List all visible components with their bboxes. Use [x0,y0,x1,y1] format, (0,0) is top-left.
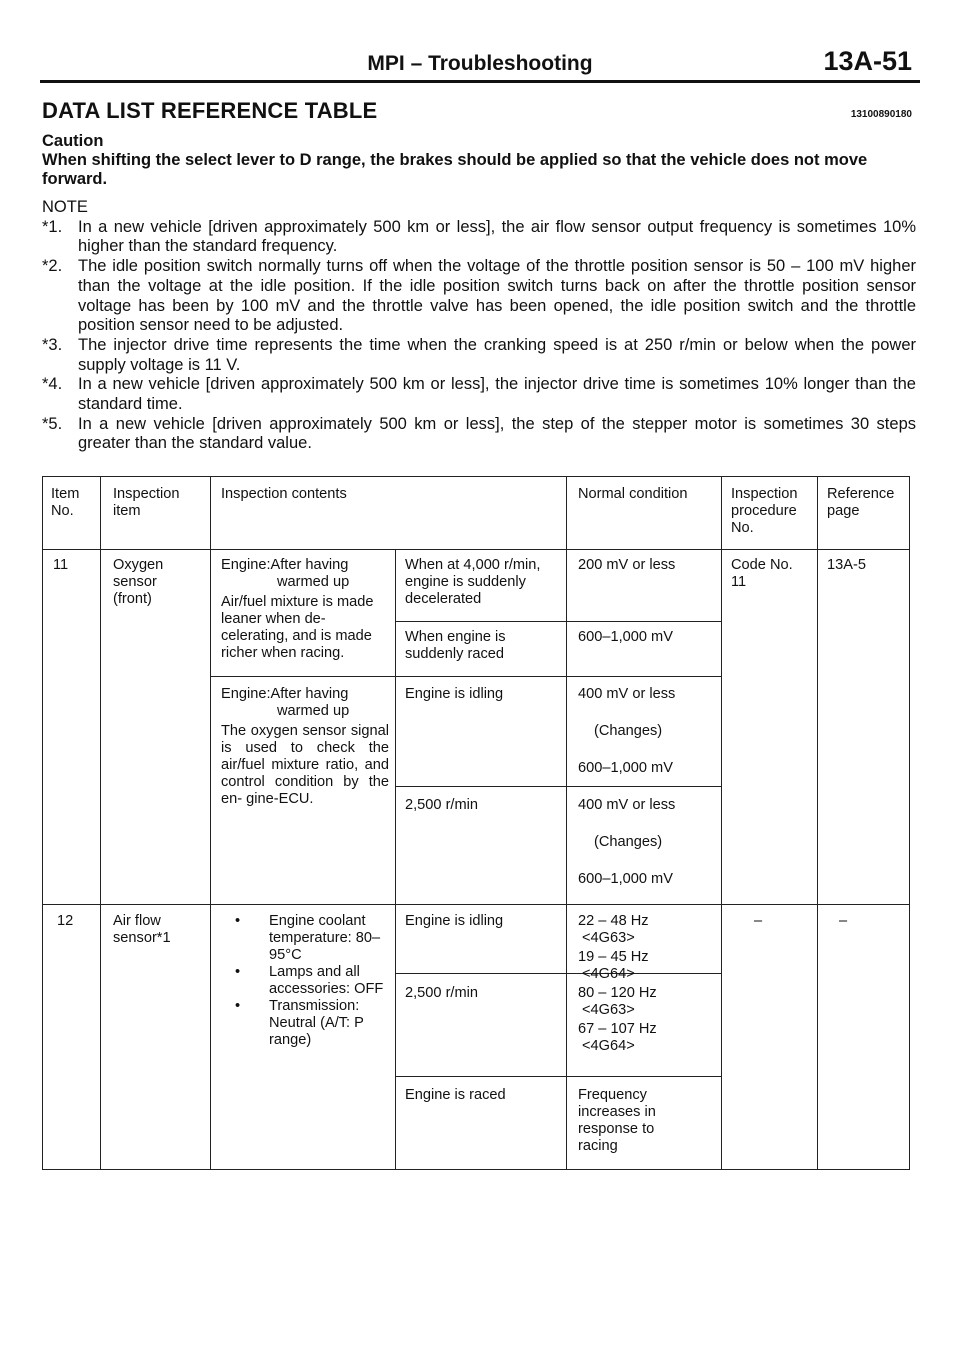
note-item [42,218,916,257]
note-item [42,415,916,454]
bullet-icon: • [235,998,241,1014]
table-row-divider [43,904,909,905]
bullet-icon: • [235,964,241,980]
value-line: <4G63> [582,1002,635,1018]
header-rule [40,80,920,83]
bullet-item [221,964,391,998]
table-column-divider [566,477,567,1169]
normal-value [578,985,718,1055]
header-normal-condition: Normal condition [578,486,688,502]
reference-page: 13A-5 [827,557,866,573]
reference-page: – [839,913,848,929]
contents-line: warmed up [277,703,350,719]
contents-line: Engine:After having [221,557,349,573]
bullet-text: Engine coolant temperature: 80–95°C [269,913,381,963]
caution-heading: Caution [42,132,104,150]
note-mark: *4. [42,375,63,394]
inspection-contents [221,686,389,808]
note-mark: *2. [42,257,63,276]
page-header-title: MPI – Troubleshooting [367,52,593,75]
item-line: (front) [113,591,152,607]
value-line: <4G64> [582,966,635,982]
value-line: 80 – 120 Hz [578,985,657,1001]
note-text: The injector drive time represents the time when the cranking speed is at 250 r/min or below when the power supply voltage is 11 V. [78,335,916,374]
header-item-no: Item No. [51,486,80,519]
item-line: Air flow [113,913,161,929]
inspection-contents [221,557,389,662]
bullet-text: Transmission: Neutral (A/T: P range) [269,998,364,1048]
table-header-divider [43,549,909,550]
condition: When engine is suddenly raced [405,629,506,662]
header-reference-page: Reference page [827,486,895,519]
item-line: Oxygen [113,557,164,573]
note-block [42,198,916,454]
procedure-line: Code No. [731,557,793,573]
table-column-divider [817,477,818,1169]
inspection-item [113,557,205,608]
table-column-divider [395,549,396,1169]
note-mark: *5. [42,414,63,433]
value-line: 19 – 45 Hz [578,949,649,965]
normal-value [578,686,718,777]
value-line: (Changes) [594,723,663,739]
condition: Engine is idling [405,913,504,929]
data-list-table [42,476,910,1170]
normal-value [578,913,718,983]
condition: When at 4,000 r/min, engine is suddenly decelerated [405,557,541,607]
note-heading: NOTE [42,198,88,216]
section-code: 13100890180 [850,109,912,120]
table-column-divider [100,477,101,1169]
table-subrow-divider [395,786,721,787]
item-number: 11 [53,557,69,573]
normal-value [578,797,718,888]
caution-text: When shifting the select lever to D range, the brakes should be applied so that the vehicle does not move forward. [42,151,868,188]
condition: 2,500 r/min [405,985,479,1001]
contents-line: warmed up [277,574,350,590]
table-subrow-divider [395,621,721,622]
bullet-item [221,913,391,964]
value-line: <4G63> [582,930,635,946]
value-line: 600–1,000 mV [578,760,673,776]
contents-text: The oxygen sensor signal is used to check the air/fuel mixture ratio, and control condition by the en- gine-ECU. [221,723,389,807]
item-line: sensor [113,574,157,590]
value-line: 67 – 107 Hz [578,1021,657,1037]
note-mark: *3. [42,335,63,354]
condition: Engine is raced [405,1087,506,1103]
note-item [42,257,916,336]
note-text: In a new vehicle [driven approximately 500 km or less], the injector drive time is sometimes 10% longer than the standard time. [78,375,916,414]
note-text: In a new vehicle [driven approximately 500 km or less], the air flow sensor output frequency is sometimes 10% higher than the standard frequency. [78,217,916,256]
inspection-item [113,913,205,947]
table-subrow-divider [395,1076,721,1077]
note-item [42,375,916,414]
note-text: The idle position switch normally turns off when the voltage of the throttle position sensor is 50 – 100 mV higher than the voltage at the idle position. If the idle position switch turns back on after the throttle position sensor voltage has been by 100 mV and the throttle valve has been opened, the idle position switch and the throttle position sensor need to be adjusted. [78,257,916,335]
value-line: 400 mV or less [578,797,676,813]
normal-value: Frequency increases in response to racing [578,1087,656,1154]
table-column-divider [210,477,211,1169]
note-item [42,336,916,375]
header-inspection-procedure: Inspection procedure No. [731,486,798,536]
value-line: (Changes) [594,834,663,850]
note-mark: *1. [42,217,63,236]
normal-value: 200 mV or less [578,557,676,573]
contents-line: Engine:After having [221,686,349,702]
table-column-divider [721,477,722,1169]
inspection-procedure [731,557,813,591]
contents-text: Air/fuel mixture is made leaner when de- celerating, and is made richer when racing. [221,594,374,661]
inspection-procedure: – [754,913,763,929]
header-inspection-item: Inspection item [113,486,180,519]
inspection-contents [221,913,391,1049]
item-line: sensor*1 [113,930,171,946]
procedure-line: 11 [731,574,747,590]
item-number: 12 [57,913,74,929]
value-line: <4G64> [582,1038,635,1054]
value-line: 600–1,000 mV [578,871,673,887]
value-line: 400 mV or less [578,686,676,702]
section-title: DATA LIST REFERENCE TABLE [42,98,378,123]
note-text: In a new vehicle [driven approximately 500 km or less], the step of the stepper motor is sometimes 30 steps greater than the standard value. [78,414,916,453]
caution-block [42,132,918,189]
bullet-text: Lamps and all accessories: OFF [269,964,384,997]
bullet-item [221,998,391,1049]
page-number: 13A-51 [823,46,912,76]
condition: 2,500 r/min [405,797,479,813]
condition: Engine is idling [405,686,504,702]
value-line: 22 – 48 Hz [578,913,649,929]
header-inspection-contents: Inspection contents [221,486,347,502]
normal-value: 600–1,000 mV [578,629,673,645]
table-subrow-divider [211,676,721,677]
bullet-icon: • [235,913,241,929]
